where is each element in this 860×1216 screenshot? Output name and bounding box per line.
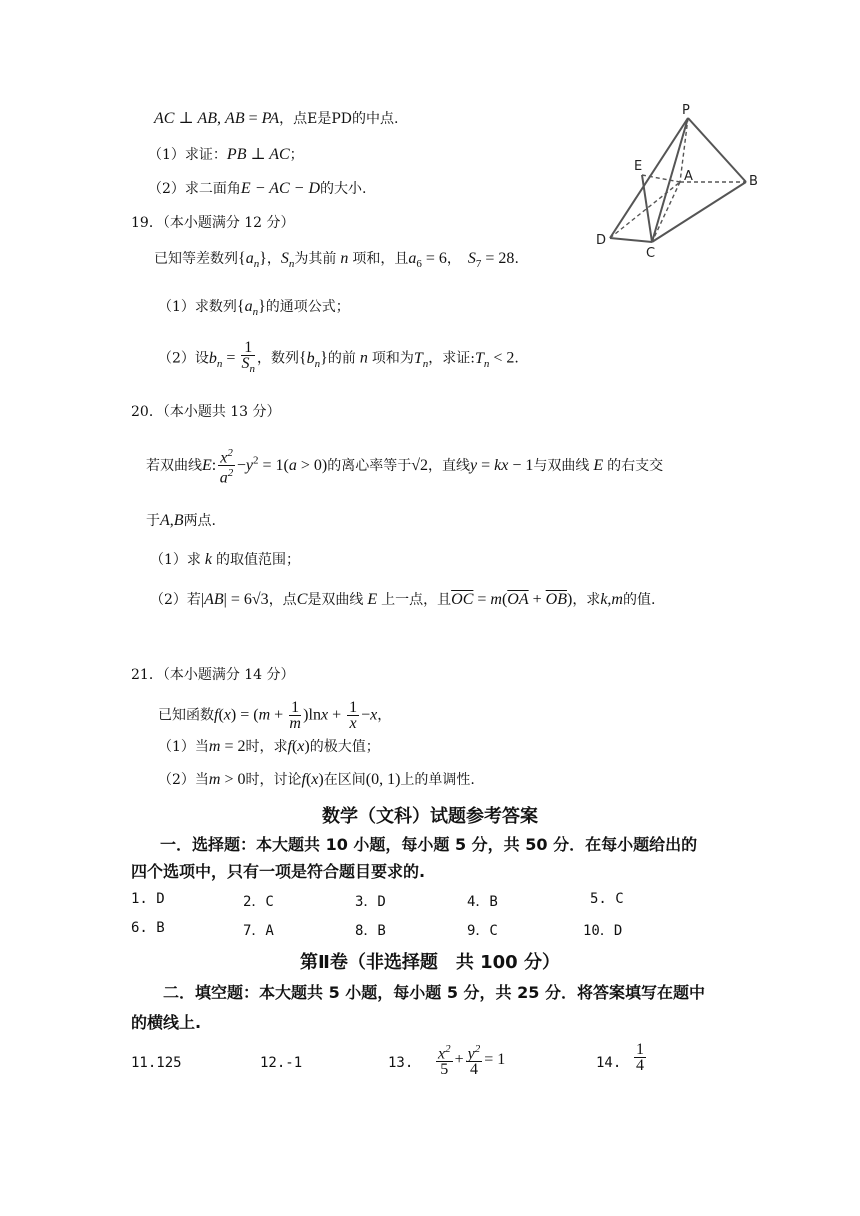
q21-stem: 已知函数f(x) = (m + $\frac{1}{m}$ )lnx + $\frac{1}{x}$ −x， [158,699,392,732]
fill-14-answer: $\frac{1}{4}$ [636,1041,644,1074]
section2-line1: 二．填空题：本大题共 5 小题，每小题 5 分，共 25 分．将答案填写在题中 [163,983,705,1002]
q19-header: 19．（本小题满分 12 分） [131,215,295,231]
fill-11: 11.125 [131,1055,182,1071]
section1-line1: 一．选择题：本大题共 10 小题，每小题 5 分，共 50 分．在每小题给出的 [160,835,698,854]
fill-14-label: 14. [596,1055,622,1071]
q20-header: 20．（本小题共 13 分） [131,404,281,420]
label-C: C [646,246,656,261]
edge-DC [610,238,652,242]
choice-6: 6. B [131,920,165,936]
q18-condition-tail: ，点E是PD的中点. [279,111,399,127]
choice-9: 9．C [467,923,498,939]
choice-4: 4．B [467,894,498,910]
q18-part1: （1）求证：PB ⊥ AC； [148,146,304,163]
q18-part2: （2）求二面角E − AC − D的大小. [148,180,367,197]
choice-2: 2．C [243,894,274,910]
choice-10: 10．D [583,923,623,939]
pyramid-figure [576,100,766,265]
edge-PB [688,118,746,182]
q19-stem: 已知等差数列$\{a_n\}$，$S_n$为其前 n 项和，且$a_6 = 6$， $S_7 = 28$. [154,250,519,271]
choice-8: 8．B [355,923,386,939]
q20-stem-cont: 于A,B两点. [146,512,217,529]
q20-stem: 若双曲线E: $\frac{x^2}{a^2}$ $-y^2 = 1(a > 0)$的离心率等于√2，直线y = kx − 1与双曲线 E 的右支交 [146,447,664,487]
section2-line2: 的横线上. [131,1013,202,1032]
q21-part2: （2）当m > 0时，讨论f(x)在区间(0, 1)上的单调性. [158,771,475,788]
q19-part1: （1）求数列$\{a_n\}$的通项公式； [158,298,350,319]
fill-13-label: 13. [388,1055,414,1071]
q20-part1: （1）求 k 的取值范围； [150,551,301,568]
q21-header: 21．（本小题满分 14 分） [131,667,295,683]
part2-title: 第Ⅱ卷（非选择题 共 100 分） [300,952,560,973]
label-P: P [682,103,690,118]
choice-5: 5. C [590,891,624,907]
answers-title: 数学（文科）试题参考答案 [322,806,538,827]
q21-part1: （1）当m = 2时，求f(x)的极大值； [158,738,380,755]
q19-part2: （2）设$b_n$ = $\frac{1}{S_n}$ ，数列$\{b_n\}$的前 n 项和为$T_n$，求证$:T_n < 2$. [158,339,519,376]
fill-13-answer: $\frac{x^2}{5}$ + $\frac{y^2}{4}$ = 1 [438,1043,506,1079]
section1-line2: 四个选项中，只有一项是符合题目要求的. [131,862,426,881]
label-B: B [749,174,758,189]
label-D: D [596,233,607,248]
choice-3: 3．D [355,894,386,910]
label-A: A [684,169,693,184]
choice-7: 7．A [243,923,274,939]
label-E: E [634,159,643,174]
choice-1: 1. D [131,891,165,907]
q18-condition: AC ⊥ AB, AB = PA，点E是PD的中点. [154,110,399,127]
edge-EC [642,175,652,242]
q20-part2: （2）若|AB| = 6√3，点C是双曲线 E 上一点，且$\overline{OC} = m(\overline{OA} + \overline{OB})$，求k,m的值. [150,591,656,608]
fill-12: 12.-1 [260,1055,303,1071]
